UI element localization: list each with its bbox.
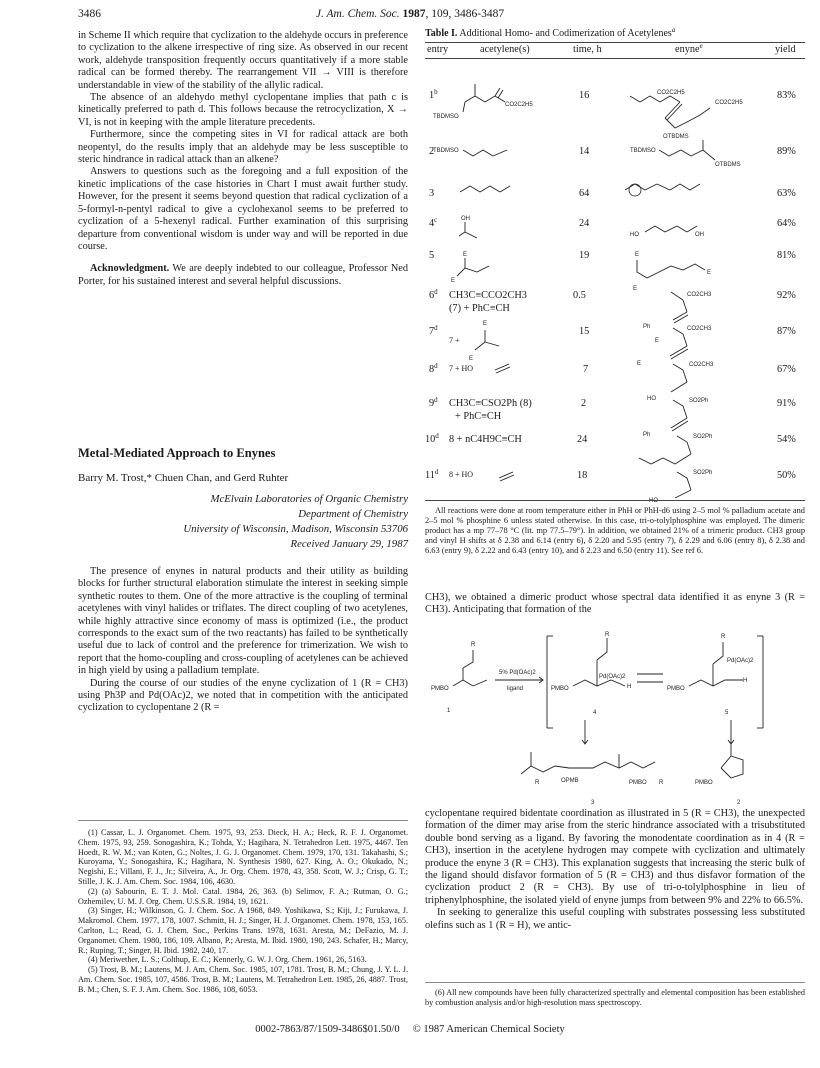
scheme-label: R <box>471 642 476 648</box>
reference: (1) Cassar, L. J. Organomet. Chem. 1975, 93, 253. Dieck, H. A.; Heck, R. F. J. Organomet. Chem. 1975, 93, 259. Sonogashira, K.; Tohda, Y.; Hagihara, N. Tetrahedron Lett. 1975, 4467. Ten Hoedt, R. W. M.; van Koten, G.; Noltes, J. G. J. Organomet. Chem. 1979, 170, 131. Takahashi, S.; Kuroyama, Y.; Sonogashira, K.; Hagihara, N. Synthesis 1980, 627. King, A. O.; Okukado, N.; Negishi, E.; Villani, F. J., Jr.; Silveira, A., Jr. Org. Chem. 1978, 43, 358. Scott, W. J.; Crisp, G. T.; Stille, J. K. J. Am. Chem. Soc. 1984, 106, 4630. <box>78 828 408 886</box>
struct-label: Ph <box>643 324 651 330</box>
acknowledgment <box>78 263 408 288</box>
article-authors: Barry M. Trost,* Chuen Chan, and Gerd Ruhter <box>78 472 289 484</box>
structure-entry3 <box>460 184 700 196</box>
scheme-label: PMBO <box>667 686 685 692</box>
struct-label: TBDMSO <box>433 114 459 120</box>
reference-6 <box>425 988 805 1008</box>
compound-4 <box>547 632 631 728</box>
references-left <box>78 828 408 995</box>
journal-name: J. Am. Chem. Soc. <box>315 8 400 20</box>
struct-label: OTBDMS <box>663 134 689 140</box>
compound-3 <box>521 752 664 806</box>
struct-label: CO2CH3 <box>687 292 712 298</box>
yield-cell: 81% <box>777 250 796 261</box>
yield-cell: 50% <box>777 470 796 481</box>
struct-label: CO2C2H5 <box>657 90 685 96</box>
time-cell: 0.5 <box>573 290 586 301</box>
yield-cell: 92% <box>777 290 796 301</box>
time-cell: 2 <box>581 398 587 409</box>
struct-label: HO <box>630 232 639 238</box>
entry-cell: 6$^d$ <box>429 288 438 301</box>
yield-cell: 87% <box>777 326 796 337</box>
scheme-label: OPMB <box>561 778 579 784</box>
time-cell: 19 <box>579 250 590 261</box>
struct-label: CO2CH3 <box>687 326 712 332</box>
compound-2 <box>695 742 743 806</box>
structure-entry10 <box>639 434 712 464</box>
column-header: time, h <box>573 44 602 55</box>
running-header: J. Am. Chem. Soc. 1987, 109, 3486-3487 <box>315 8 505 20</box>
entry-cell: 8$^d$ <box>429 362 438 375</box>
entry-cell: 5 <box>429 250 435 261</box>
acetylene-cell: + PhC≡CH <box>455 411 502 422</box>
struct-label: HO <box>647 396 656 402</box>
table-rule-header <box>425 58 805 59</box>
struct-label: CO2C2H5 <box>505 102 533 108</box>
paragraph: During the course of our studies of the enyne cyclization of 1 (R = CH3) using Ph3P and Pd(OAc)2, we noted that in competition with the anticipated cyclization to cyclopentane 2 (R = <box>78 677 408 714</box>
scheme-label: H <box>627 684 632 690</box>
entry-cell: 9$^d$ <box>429 396 438 409</box>
paragraph: Answers to questions such as the foregoing and a full exposition of the kinetic implications of the case histories in Chart I must await further study. However, for the present it seems beyond question that radical cyclization of a 5-formyl-n-pentyl radical to give a cyclohexanol seems to be preferred to cyclization of a 5-hexenyl radical. Further examination of this surprising departure from conventional wisdom is under way and will be reported in due course. <box>78 166 408 252</box>
struct-label: E <box>483 321 488 327</box>
acetylene-cell: 7 + HO <box>449 364 474 373</box>
entry-cell: 3 <box>429 188 435 199</box>
footer-copyright: © 1987 American Chemical Society <box>412 1024 565 1035</box>
article-body-left <box>78 566 408 715</box>
structure-entry8 <box>495 362 714 402</box>
struct-label: OH <box>461 216 470 222</box>
paragraph: CH3), we obtained a dimeric product whose spectral data identified it as enyne 3 (R = CH3). Anticipating that formation of the <box>425 592 805 616</box>
left-column-text <box>78 30 408 288</box>
struct-label: E <box>469 356 474 362</box>
time-cell: 24 <box>577 434 588 445</box>
article-title: Metal-Mediated Approach to Enynes <box>78 446 276 460</box>
reference: (2) (a) Sabourin, E. T. J. Mol. Catal. 1984, 26, 363. (b) Selimov, F. A.; Rutman, O. G.; Ozhemilev, U. M. J. Org. Chem. U.S.S.R. 1984, 19, 1621. <box>78 886 408 906</box>
acknowledgment-label: Acknowledgment. <box>90 263 170 275</box>
scheme-label: Pd(OAc)2 <box>727 658 754 664</box>
entry-cell: 1$^b$ <box>429 88 438 101</box>
footer-code: 0002-7863/87/1509-3486$01.50/0 <box>255 1024 400 1035</box>
struct-label: E <box>635 252 640 258</box>
page-footer <box>0 1024 820 1035</box>
right-column-body2 <box>425 808 805 932</box>
acknowledgment-text: We are deeply indebted to our colleague, Professor Ned Porter, for his sustained interest and several helpful discussions. <box>78 263 408 287</box>
compound-number: 4 <box>593 710 597 716</box>
table-footnote-text: All reactions were done at room temperature either in PhH or PhH-d6 using 2–5 mol % palladium acetate and 2–5 mol % phosphine 6 unless stated otherwise. In this case, tri-o-tolylphosphine was employed. The dimeric product has a mp 77–78 °C (lit. mp 77.5–79°). In addition, we obtained 21% of a trimeric product. CH3 group and vinyl H shifts at δ 2.38 and 6.14 (entry 6), δ 2.20 and 5.95 (entry 7), δ 2.29 and 6.06 (entry 8), δ 2.38 and 6.63 (entry 9), δ 2.22 and 6.43 (entry 10), and δ 2.23 and 6.50 (entry 11). See ref 6. <box>425 506 805 555</box>
struct-label: CO2C2H5 <box>715 100 743 106</box>
reference: (3) Singer, H.; Wilkinson, G. J. Chem. Soc. A 1968, 849. Yoshikawa, S.; Kiji, J.; Furukawa, J. Makromol. Chem. 1977, 178, 1007. Schmitt, H. J.; Singer, H. J. Organomet. Chem. 1978, 153, 165. Carlton, L.; Read, G. J. Chem. Soc., Perkins Trans. 1978, 1631. Aresta, M.; DeFazio, M. J. Organomet. Chem. 1980, 186, 109. Albano, P.; Aresta, M. Ibid. 1980, 190, 243. Schafer, H.; Marcy, R.; Ruping, T.; Singer, H. Ibid. 1982, 240, 17. <box>78 906 408 955</box>
scheme-label: R <box>535 780 540 786</box>
affiliation-line: Department of Chemistry <box>298 508 408 520</box>
table-caption <box>425 28 805 39</box>
compound-1 <box>431 642 487 714</box>
struct-label: OTBDMS <box>715 162 741 168</box>
paragraph: Furthermore, since the competing sites in VI for radical attack are both neopentyl, do the results imply that an aldehyde may be less susceptible to steric hindrance in radical attack than an alkene? <box>78 129 408 166</box>
column-header: enyne$^e$ <box>675 42 703 55</box>
yield-cell: 54% <box>777 434 796 445</box>
paragraph: In seeking to generalize this useful coupling with substrates possessing less substituted olefins such as 1 (R = H), we antic- <box>425 907 805 931</box>
scheme-label: H <box>743 678 748 684</box>
struct-label: E <box>633 286 638 292</box>
acetylene-cell: 8 + nC4H9C≡CH <box>449 434 522 445</box>
scheme-label: R <box>659 780 664 786</box>
paragraph: cyclopentane required bidentate coordination as illustrated in 5 (R = CH3), the unexpected formation of the dimer may arise from the steric hindrance associated with a trisubstituted double bond serving as a ligand. By favoring the monodentate coordination as in 4 (R = CH3), insertion in the acetylene hydrogen may compete with cyclization and ultimately produce the enyne 3 (R = CH3). This explanation suggests that increasing the steric bulk of the ligand should disfavor formation of 5 (R = CH3) and thus disfavor formation of the cyclization product 2 (R = CH3). By use of tri-o-tolylphosphine in lieu of triphenylphosphine, the isolated yield of enyne jumps from between 9% and 22% to 66.5%. <box>425 808 805 906</box>
paragraph: The absence of an aldehydo methyl cyclopentane implies that path c is kinetically preferred to path d. This follows because the retrocyclization, X → VI, is not in keeping with the ample literature precedents. <box>78 92 408 128</box>
article-affiliation <box>78 492 408 552</box>
struct-label: E <box>451 278 456 284</box>
column-header: yield <box>775 44 796 55</box>
entry-cell: 7$^d$ <box>429 324 438 337</box>
struct-label: Ph <box>643 432 651 438</box>
table-rule-bottom <box>425 500 805 501</box>
struct-label: E <box>463 252 468 258</box>
structure-entry2 <box>433 140 741 168</box>
column-header: entry <box>427 44 449 55</box>
journal-citation: 109, 3486-3487 <box>431 8 505 20</box>
struct-label: E <box>637 361 642 367</box>
struct-label: HO <box>649 498 658 504</box>
scheme-label: PMBO <box>431 686 449 692</box>
struct-label: SO2Ph <box>689 398 709 404</box>
right-column-body1 <box>425 592 805 617</box>
acetylene-cell: CH3C≡CSO2Ph (8) <box>449 398 532 409</box>
structure-entry5 <box>451 252 711 292</box>
structure-entry9 <box>643 398 708 438</box>
scheme-label: R <box>721 634 726 640</box>
compound-number: 3 <box>591 800 595 806</box>
struct-label: SO2Ph <box>693 470 713 476</box>
acetylene-cell: (7) + PhC≡CH <box>449 303 510 314</box>
reference: (6) All new compounds have been fully characterized spectrally and elemental composition has been established by combustion analysis and/or high-resolution mass spectroscopy. <box>425 988 805 1007</box>
structure-entry4 <box>459 216 704 238</box>
struct-label: TBDMSO <box>630 148 656 154</box>
structure-entry1-enyne <box>630 90 743 140</box>
structure-entry7 <box>469 321 712 367</box>
received-date: Received January 29, 1987 <box>290 538 408 550</box>
reagent-label: ligand <box>507 686 524 692</box>
yield-cell: 83% <box>777 90 796 101</box>
struct-label: OH <box>695 232 704 238</box>
scheme-label: PMBO <box>695 780 713 786</box>
paragraph: The presence of enynes in natural products and their utility as building blocks for further structural elaboration stimulate the interest in seeking simple synthetic routes to them. One of the more attractive is the coupling of terminal acetylenes with vinyl halides or triflates. The direct coupling of two acetylenes, while highly attractive since economy of mass is optimized (i.e., the product corresponds to the exact sum of the two reactants) has failed to be synthetically useful due to lack of control and the preference for trimerization. We wish to report that the homo-coupling and cross-coupling of acetylenes can be achieved in high yield by using a palladium template. <box>78 566 408 677</box>
footnote-divider <box>425 982 805 983</box>
entry-cell: 4$^c$ <box>429 216 438 229</box>
compound-number: 2 <box>737 800 741 806</box>
entry-cell: 2 <box>429 146 435 157</box>
paragraph: in Scheme II which require that cyclization to the aldehyde occurs in preference to cyclization to the alkene irrespective of ring size. As observed in our recent work, aldehyde transposition frequently occurs quantitatively if a more stable radical can be formed thereby. The rearrangement VII → VIII is therefore understandable in view of the stability of the allylic radical. <box>78 30 408 91</box>
structure-entry1-acetylene <box>433 84 533 120</box>
reference: (4) Meriwether, L. S.; Colthup, E. C.; Kennerly, G. W. J. Org. Chem. 1961, 26, 5163. <box>88 955 367 965</box>
yield-cell: 67% <box>777 364 796 375</box>
reagent-label: 5% Pd(OAc)2 <box>499 670 536 676</box>
struct-label: E <box>707 270 712 276</box>
time-cell: 18 <box>577 470 588 481</box>
reaction-scheme <box>425 628 805 808</box>
yield-cell: 89% <box>777 146 796 157</box>
scheme-label: PMBO <box>629 780 647 786</box>
yield-cell: 63% <box>777 188 796 199</box>
acetylene-cell: 7 + <box>449 336 460 345</box>
journal-year: 1987 <box>402 8 426 20</box>
time-cell: 24 <box>579 218 590 229</box>
footnote-mark: a <box>671 26 676 34</box>
affiliation-line: University of Wisconsin, Madison, Wisconsin 53706 <box>183 523 408 535</box>
acetylene-cell: CH3C≡CCO2CH3 <box>449 290 527 301</box>
time-cell: 64 <box>579 188 590 199</box>
compound-number: 5 <box>725 710 729 716</box>
structure-entry11 <box>499 470 712 504</box>
yield-cell: 64% <box>777 218 796 229</box>
struct-label: E <box>655 338 660 344</box>
table-structures <box>425 60 805 504</box>
acetylene-cell: 8 + HO <box>449 470 474 479</box>
yield-cell: 91% <box>777 398 796 409</box>
struct-label: SO2Ph <box>693 434 713 440</box>
scheme-label: R <box>605 632 610 638</box>
reference: (5) Trost, B. M.; Lautens, M. J. Am. Chem. Soc. 1985, 107, 1781. Trost, B. M.; Chung, J. Y. L. J. Am. Chem. Soc. 1985, 107, 4586. Trost, B. M.; Lautens, M. Tetrahedron Lett. 1985, 26, 4887. Trost, B. M.; Chen, S. F. J. Am. Chem. Soc. 1986, 108, 6053. <box>78 965 408 994</box>
table-header-row <box>425 42 805 55</box>
table-footnote <box>425 506 805 556</box>
scheme-label: PMBO <box>551 686 569 692</box>
structure-entry6 <box>643 292 712 330</box>
struct-label: CO2CH3 <box>689 362 714 368</box>
table-caption-text: Additional Homo- and Codimerization of Acetylenes <box>459 28 672 39</box>
table-rule-top <box>425 42 805 43</box>
entry-cell: 11$^d$ <box>425 468 439 481</box>
struct-label: TBDMSO <box>433 148 459 154</box>
table-caption-label: Table I. <box>425 28 458 39</box>
time-cell: 16 <box>579 90 590 101</box>
affiliation-line: McElvain Laboratories of Organic Chemistry <box>210 493 408 505</box>
compound-5 <box>667 634 763 728</box>
time-cell: 15 <box>579 326 590 337</box>
time-cell: 14 <box>579 146 590 157</box>
scheme-label: Pd(OAc)2 <box>599 674 626 680</box>
time-cell: 7 <box>583 364 589 375</box>
entry-cell: 10$^d$ <box>425 432 439 445</box>
column-header: acetylene(s) <box>480 44 530 55</box>
page-number: 3486 <box>78 8 101 20</box>
references-divider <box>78 820 408 821</box>
compound-number: 1 <box>447 708 451 714</box>
